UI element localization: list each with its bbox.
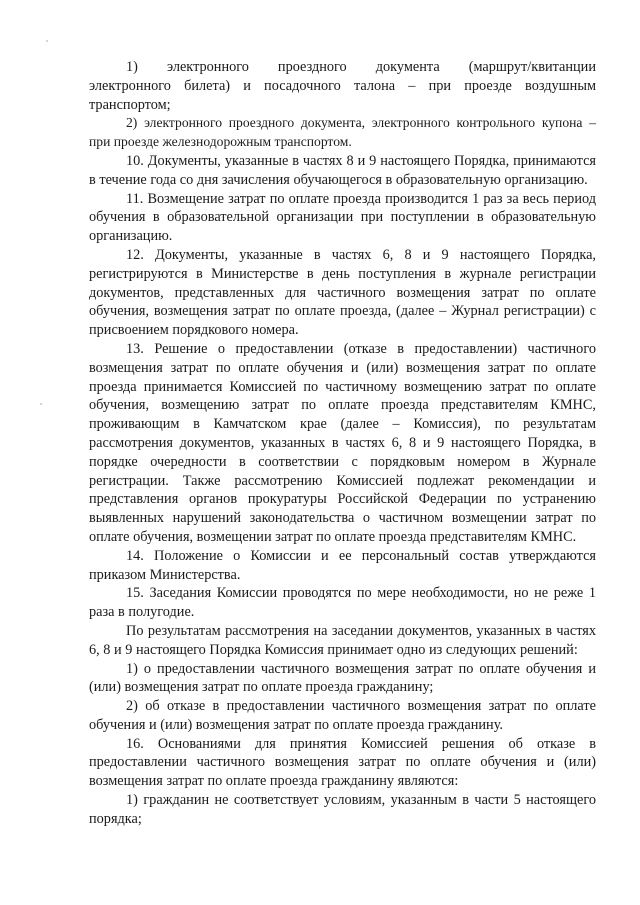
paragraph: 2) электронного проездного документа, электронного контрольного купона – при проезде железнодорожным транспортом. [89,115,596,150]
paragraph: 12. Документы, указанные в частях 6, 8 и 9 настоящего Порядка, регистрируются в Министерстве в день поступления в журнале регистрации документов, представленных для частичного возмещения затрат по оплате обучения, возмещения затрат по оплате проезда, (далее – Журнал регистрации) с присвоением порядкового номера. [89,246,596,339]
paragraph: 1) гражданин не соответствует условиям, указанным в части 5 настоящего порядка; [89,792,596,827]
paragraph: 10. Документы, указанные в частях 8 и 9 настоящего Порядка, принимаются в течение года со дня зачисления обучающегося в образовательную организацию. [89,152,596,188]
paragraph: 1) о предоставлении частичного возмещения затрат по оплате обучения и (или) возмещения затрат по оплате проезда гражданину; [89,660,596,696]
paragraph: 15. Заседания Комиссии проводятся по мере необходимости, но не реже 1 раза в полугодие. [89,585,596,621]
paragraph: По результатам рассмотрения на заседании документов, указанных в частях 6, 8 и 9 настоящего Порядка Комиссия принимает одно из следующих решений: [89,622,596,658]
paragraph: 16. Основаниями для принятия Комиссией решения об отказе в предоставлении частичного возмещения затрат по оплате обучения и (или) возмещения затрат по оплате проезда гражданину являются: [89,735,596,790]
paragraph: 11. Возмещение затрат по оплате проезда производится 1 раз за весь период обучения в образовательной организации при поступлении в образовательную организацию. [89,190,596,245]
paragraph: 2) об отказе в предоставлении частичного возмещения затрат по оплате обучения и (или) возмещения затрат по оплате проезда гражданину. [89,698,596,733]
document-body [89,58,596,829]
scan-speck [40,403,42,405]
paragraph: 1) электронного проездного документа (маршрут/квитанции электронного билета) и посадочного талона – при проезде воздушным транспортом; [89,59,596,113]
scan-speck [46,40,48,42]
paragraph: 14. Положение о Комиссии и ее персональный состав утверждаются приказом Министерства. [89,547,596,583]
paragraph: 13. Решение о предоставлении (отказе в предоставлении) частичного возмещения затрат по оплате обучения и (или) возмещения затрат по оплате проезда принимается Комиссией по частичному возмещению затрат по оплате обучения, возмещению затрат по оплате проезда представителям КМНС, проживающим в Камчатском крае (далее – Комиссия), по результатам рассмотрения документов, указанных в частях 6, 8 и 9 настоящего Порядка, в порядке очередности в соответствии с порядковым номером в Журнале регистрации. Также рассмотрению Комиссией подлежат рекомендации и представления органов прокуратуры Российской Федерации по устранению выявленных нарушений законодательства о частичном возмещении затрат по оплате обучения, возмещении затрат по оплате проезда представителям КМНС. [89,340,596,545]
